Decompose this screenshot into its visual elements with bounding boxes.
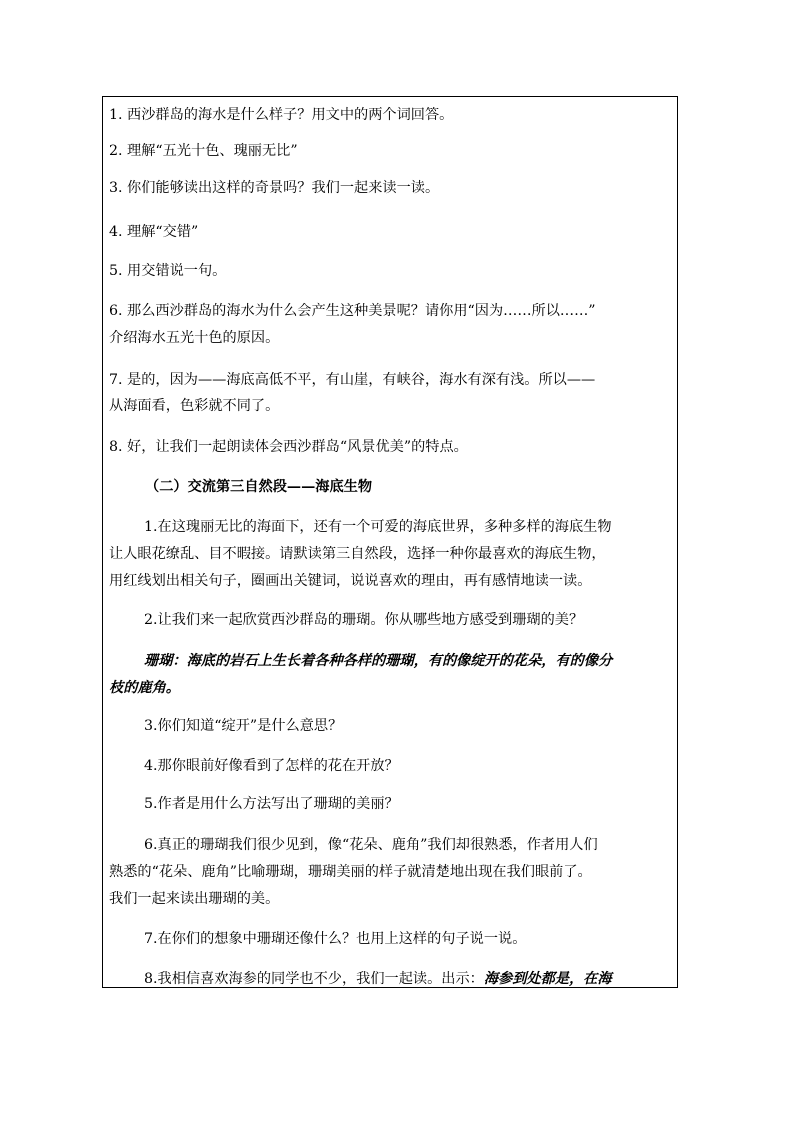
paragraph-5: 5.作者是用什么方法写出了珊瑚的美丽？ bbox=[144, 796, 399, 812]
item-6-line-2: 介绍海水五光十色的原因。 bbox=[109, 330, 280, 346]
paragraph-3: 3.你们知道“绽开”是什么意思？ bbox=[144, 718, 343, 734]
item-1: 1. 西沙群岛的海水是什么样子？用文中的两个词回答。 bbox=[109, 107, 454, 123]
paragraph-2: 2.让我们来一起欣赏西沙群岛的珊瑚。你从哪些地方感受到珊瑚的美？ bbox=[144, 612, 584, 628]
item-6-line-1: 6. 那么西沙群岛的海水为什么会产生这种美景呢？请你用“因为……所以……” bbox=[109, 303, 596, 319]
item-3: 3. 你们能够读出这样的奇景吗？我们一起来读一读。 bbox=[109, 180, 440, 196]
paragraph-8-emphasis: 海参到处都是，在海 bbox=[483, 971, 612, 987]
paragraph-6-line-3: 我们一起来读出珊瑚的美。 bbox=[109, 891, 280, 907]
document-table-cell bbox=[102, 96, 678, 988]
item-8: 8. 好，让我们一起朗读体会西沙群岛“风景优美”的特点。 bbox=[109, 439, 468, 455]
paragraph-1-line-1: 1.在这瑰丽无比的海面下，还有一个可爱的海底世界，多种多样的海底生物 bbox=[144, 519, 612, 535]
paragraph-8 bbox=[109, 971, 671, 988]
item-4: 4. 理解“交错” bbox=[109, 224, 199, 240]
paragraph-4: 4.那你眼前好像看到了怎样的花在开放？ bbox=[144, 758, 399, 774]
coral-quote-line-1: 珊瑚：海底的岩石上生长着各种各样的珊瑚，有的像绽开的花朵，有的像分 bbox=[144, 653, 613, 669]
paragraph-1-line-2: 让人眼花缭乱、目不暇接。请默读第三自然段，选择一种你最喜欢的海底生物， bbox=[109, 546, 606, 562]
item-7-line-2: 从海面看，色彩就不同了。 bbox=[109, 398, 280, 414]
paragraph-7: 7.在你们的想象中珊瑚还像什么？也用上这样的句子说一说。 bbox=[144, 931, 527, 947]
paragraph-1-line-3: 用红线划出相关句子，圈画出关键词，说说喜欢的理由，再有感情地读一读。 bbox=[109, 573, 592, 589]
paragraph-6-line-1: 6.真正的珊瑚我们很少见到，像“花朵、鹿角”我们却很熟悉，作者用人们 bbox=[144, 837, 598, 853]
item-2: 2. 理解“五光十色、瑰丽无比” bbox=[109, 143, 298, 159]
section-heading: （二）交流第三自然段——海底生物 bbox=[145, 479, 373, 495]
paragraph-8-text: 8.我相信喜欢海参的同学也不少，我们一起读。出示： bbox=[144, 971, 484, 987]
item-7-line-1: 7. 是的，因为——海底高低不平，有山崖，有峡谷，海水有深有浅。所以—— bbox=[109, 372, 596, 388]
item-5: 5. 用交错说一句。 bbox=[109, 263, 227, 279]
coral-quote-line-2: 枝的鹿角。 bbox=[109, 680, 180, 696]
paragraph-6-line-2: 熟悉的“花朵、鹿角”比喻珊瑚，珊瑚美丽的样子就清楚地出现在我们眼前了。 bbox=[109, 864, 592, 880]
